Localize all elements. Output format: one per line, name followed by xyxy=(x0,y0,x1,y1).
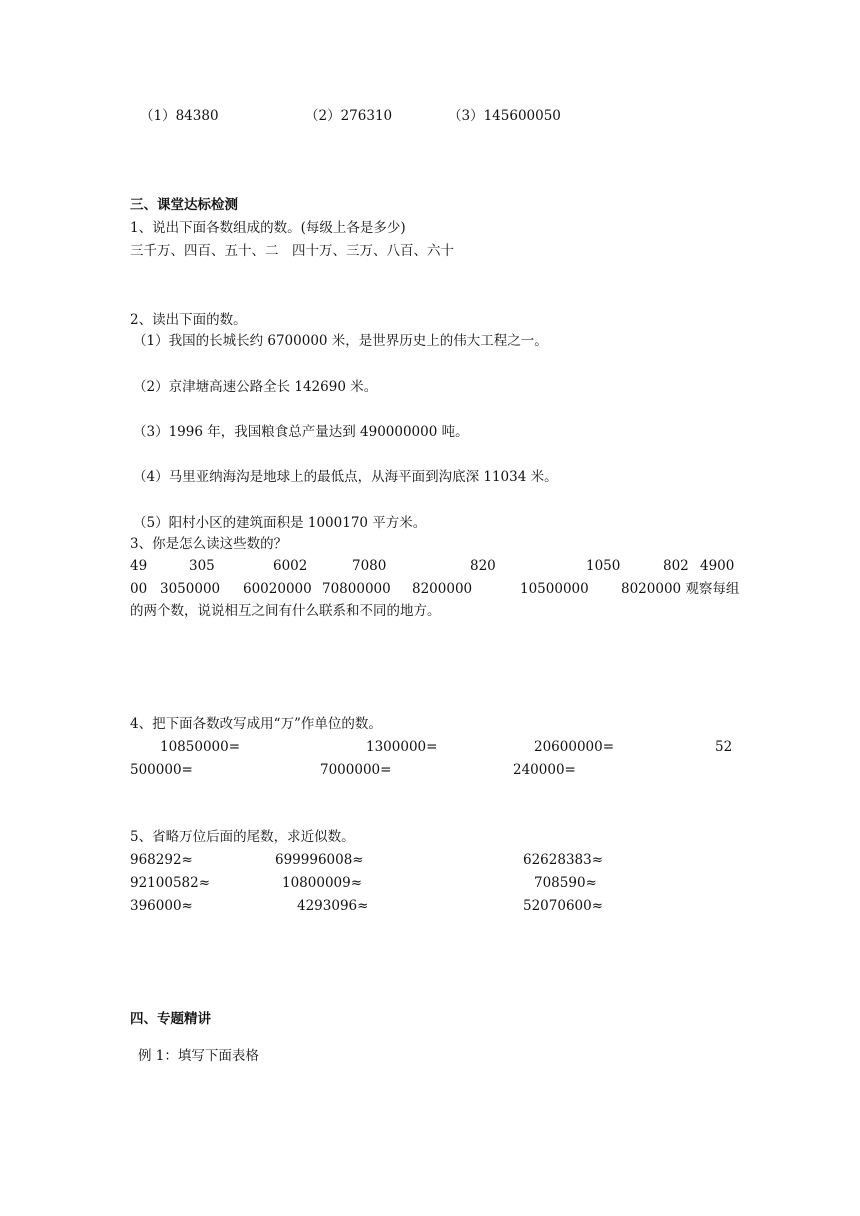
q3-line3: 的两个数，说说相互之间有什么联系和不同的地方。 xyxy=(130,603,441,619)
q3-num: 00 xyxy=(130,581,148,597)
q5-title: 5、省略万位后面的尾数，求近似数。 xyxy=(130,829,355,845)
q4-item: 240000= xyxy=(513,762,576,778)
section3-heading: 三、课堂达标检测 xyxy=(130,197,238,213)
q3-num: 1050 xyxy=(586,558,621,574)
q5-item: 4293096≈ xyxy=(297,898,369,914)
top-item-1: （1）84380 xyxy=(140,108,219,124)
q2-item-4: （4）马里亚纳海沟是地球上的最低点，从海平面到沟底深 11034 米。 xyxy=(133,469,558,485)
q2-item-5: （5）阳村小区的建筑面积是 1000170 平方米。 xyxy=(133,515,427,531)
q5-item: 52070600≈ xyxy=(523,898,604,914)
q3-num: 4900 xyxy=(700,558,735,574)
q1-line: 三千万、四百、五十、二 四十万、三万、八百、六十 xyxy=(130,243,454,259)
q4-item: 7000000= xyxy=(320,762,392,778)
top-item-2: （2）276310 xyxy=(305,108,393,124)
q3-num: 7080 xyxy=(352,558,387,574)
q4-item: 1300000= xyxy=(366,739,438,755)
top-item-3: （3）145600050 xyxy=(448,108,561,124)
q3-num: 305 xyxy=(189,558,215,574)
q3-num: 60020000 xyxy=(243,581,312,597)
q4-item: 52 xyxy=(715,739,733,755)
q3-num: 49 xyxy=(130,558,148,574)
q5-item: 92100582≈ xyxy=(130,875,211,891)
q3-num: 802 xyxy=(663,558,689,574)
q1-title: 1、说出下面各数组成的数。(每级上各是多少) xyxy=(130,220,406,236)
q5-item: 699996008≈ xyxy=(275,852,364,868)
section4-heading: 四、专题精讲 xyxy=(130,1011,211,1027)
q5-item: 968292≈ xyxy=(130,852,193,868)
q3-num: 10500000 xyxy=(520,581,589,597)
q4-item: 20600000= xyxy=(534,739,615,755)
q3-num: 8020000 观察每组 xyxy=(621,581,740,597)
q5-item: 62628383≈ xyxy=(523,852,604,868)
q5-item: 10800009≈ xyxy=(282,875,363,891)
q4-item: 10850000= xyxy=(160,739,241,755)
q3-num: 70800000 xyxy=(322,581,391,597)
q3-num: 3050000 xyxy=(160,581,221,597)
q3-title: 3、你是怎么读这些数的？ xyxy=(130,536,288,552)
q2-title: 2、读出下面的数。 xyxy=(130,312,247,328)
q2-item-3: （3）1996 年，我国粮食总产量达到 490000000 吨。 xyxy=(133,424,469,440)
q3-num: 6002 xyxy=(273,558,308,574)
example-1: 例 1：填写下面表格 xyxy=(138,1048,259,1064)
q2-item-2: （2）京津塘高速公路全长 142690 米。 xyxy=(133,379,378,395)
q4-title: 4、把下面各数改写成用“万”作单位的数。 xyxy=(130,716,382,732)
q4-item: 500000= xyxy=(130,762,193,778)
q2-item-1: （1）我国的长城长约 6700000 米，是世界历史上的伟大工程之一。 xyxy=(133,333,548,349)
q3-num: 820 xyxy=(470,558,496,574)
q5-item: 396000≈ xyxy=(130,898,193,914)
q3-num: 8200000 xyxy=(412,581,473,597)
q5-item: 708590≈ xyxy=(534,875,597,891)
